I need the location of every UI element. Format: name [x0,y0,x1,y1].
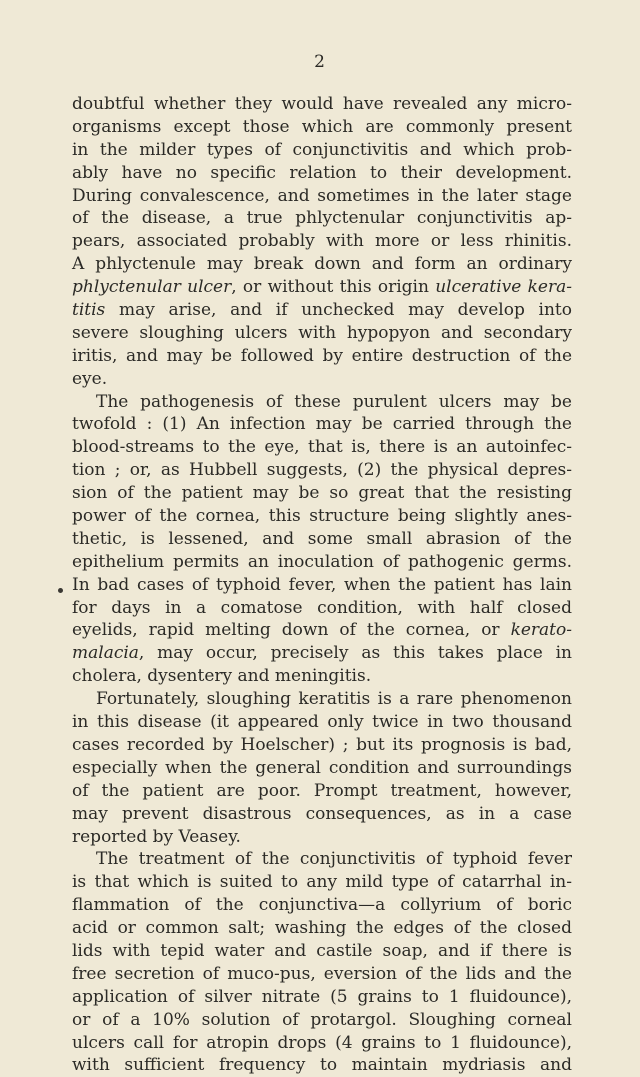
text-run: During convalescence, and sometimes in the later stage [72,185,572,206]
text-run: sion of the patient may be so great that the resisting [72,483,572,504]
text-run: in the milder types of conjunctivitis and which prob- [72,139,572,160]
text-line [72,688,572,711]
text-line [72,803,572,826]
text-line [72,894,572,917]
text-run: flammation of the conjunctiva—a collyrium of boric [72,895,572,916]
text-line [72,940,572,963]
text-line [72,963,572,986]
text-run: twofold : (1) An infection may be carried through the [72,414,572,435]
text-line [72,276,572,299]
text-line [72,436,572,459]
italic-term: kerato- [510,620,572,641]
text-line [72,826,572,849]
text-run: lids with tepid water and castile soap, and if there is [72,940,572,961]
text-run: thetic, is lessened, and some small abrasion of the [72,528,572,549]
text-run: ably have no specific relation to their development. [72,162,572,183]
text-line [72,299,572,322]
text-line [72,368,572,391]
text-run: The pathogenesis of these purulent ulcers may be [96,391,572,412]
text-run: may arise, and if unchecked may develop into [105,300,572,321]
text-run: in this disease (it appeared only twice in two thousand [72,712,572,733]
text-run: , or without this origin [231,277,436,298]
text-run: power of the cornea, this structure being slightly anes- [72,506,572,527]
text-run: free secretion of muco-pus, eversion of the lids and the [72,963,572,984]
text-run: epithelium permits an inoculation of pathogenic germs. [72,551,572,572]
text-run: pears, associated probably with more or less rhinitis. [72,231,572,252]
text-run: Fortunately, sloughing keratitis is a rare phenomenon [96,689,572,710]
text-line [72,848,572,871]
text-run: organisms except those which are commonly present [72,116,572,137]
text-line [72,597,572,620]
text-run: of the disease, a true phlyctenular conjunctivitis ap- [72,208,572,229]
text-run: tion ; or, as Hubbell suggests, (2) the physical depres- [72,460,572,481]
text-run: A phlyctenule may break down and form an ordinary [72,254,572,275]
text-run: with sufficient frequency to maintain mydriasis and [72,1055,572,1076]
text-line [72,253,572,276]
text-run: cholera, dysentery and meningitis. [72,666,372,687]
text-line [72,642,572,665]
italic-term: malacia [72,643,139,664]
text-line [72,93,572,116]
text-line [72,322,572,345]
text-line [72,162,572,185]
text-line [72,391,572,414]
text-run: application of silver nitrate (5 grains to 1 fluidounce), [72,986,572,1007]
text-line [72,711,572,734]
text-run: may prevent disastrous consequences, as in a case [72,803,572,824]
text-line [72,665,572,688]
text-line [72,230,572,253]
text-line [72,207,572,230]
text-run: acid or common salt; washing the edges of the closed [72,918,572,939]
text-run: cases recorded by Hoelscher) ; but its prognosis is bad, [72,734,572,755]
text-run: doubtful whether they would have revealed any micro- [72,94,572,114]
text-run: iritis, and may be followed by entire destruction of the [72,345,572,366]
text-line [72,505,572,528]
text-run: reported by Veasey. [72,826,241,847]
text-run: of the patient are poor. Prompt treatment, however, [72,780,572,801]
text-line [72,185,572,208]
text-line [72,116,572,139]
ink-speck [58,588,63,593]
italic-term: ulcerative kera- [435,277,572,298]
text-line [72,551,572,574]
text-run: eyelids, rapid melting down of the cornea, or [72,620,511,641]
text-run: The treatment of the conjunctivitis of typhoid fever [96,849,572,870]
text-run: , may occur, precisely as this takes place in [138,643,572,664]
text-line [72,780,572,803]
text-run: severe sloughing ulcers with hypopyon and secondary [72,322,572,343]
text-run: is that which is suited to any mild type of catarrhal in- [72,872,572,893]
text-line [72,1009,572,1032]
text-line [72,871,572,894]
text-run: eye. [72,368,108,389]
text-line [72,986,572,1009]
text-run: for days in a comatose condition, with half closed [72,597,572,618]
text-line [72,917,572,940]
text-line [72,459,572,482]
text-run: In bad cases of typhoid fever, when the patient has lain [72,574,572,595]
text-line [72,1032,572,1055]
text-line [72,482,572,505]
text-line [72,734,572,757]
text-run: especially when the general condition and surroundings [72,757,572,778]
italic-term: phlyctenular ulcer [72,277,232,298]
page-number: 2 [314,52,326,72]
text-line [72,528,572,551]
text-line [72,1054,572,1077]
text-line [72,413,572,436]
text-line [72,757,572,780]
text-run: blood-streams to the eye, that is, there is an autoinfec- [72,437,572,458]
italic-term: titis [72,300,106,321]
text-line [72,345,572,368]
text-line [72,619,572,642]
text-line [72,139,572,162]
text-run: ulcers call for atropin drops (4 grains to 1 fluidounce), [72,1032,572,1053]
text-line [72,574,572,597]
body-text [72,93,572,1077]
text-run: or of a 10% solution of protargol. Sloughing corneal [72,1009,572,1030]
